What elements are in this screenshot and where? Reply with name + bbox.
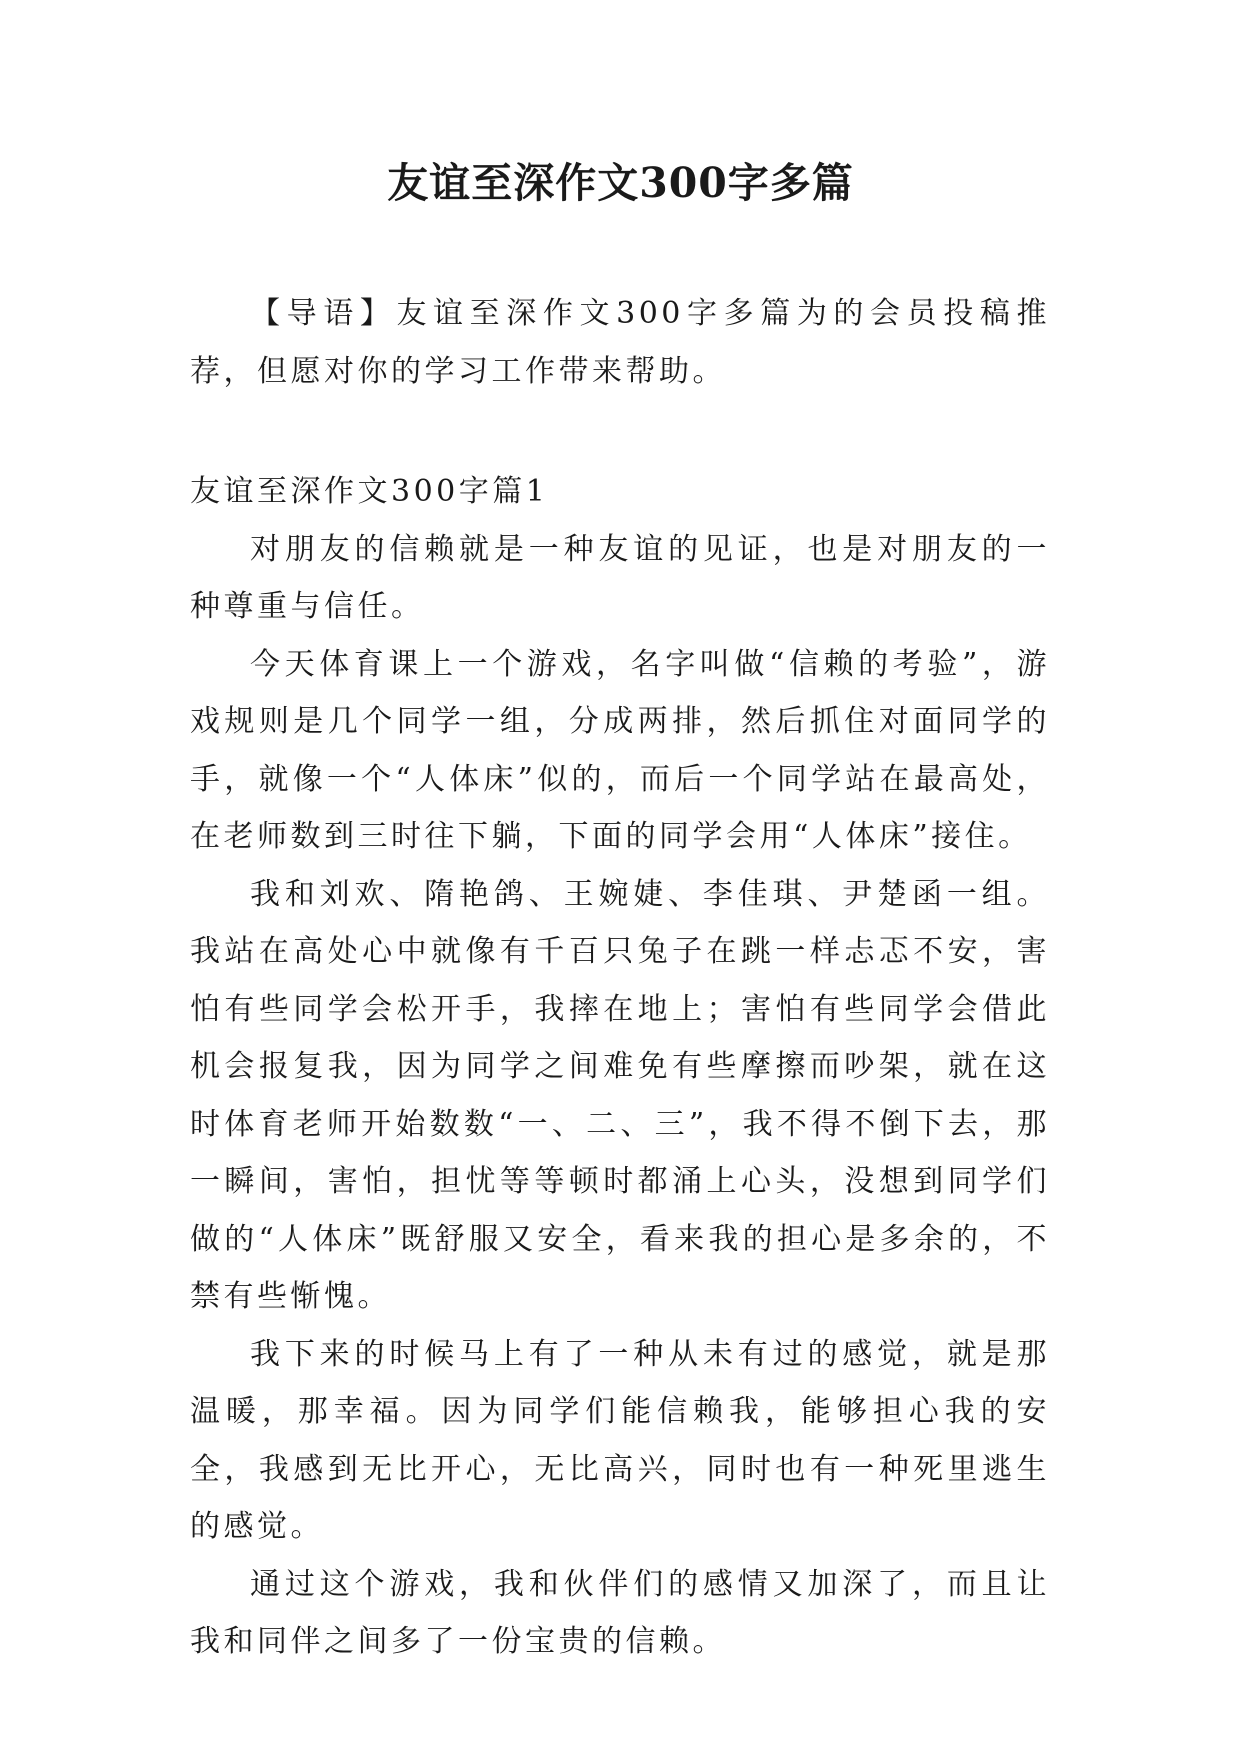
essay-paragraph: 通过这个游戏，我和伙伴们的感情又加深了，而且让我和同伴之间多了一份宝贵的信赖。 <box>190 1566 1050 1659</box>
essay-paragraph: 今天体育课上一个游戏，名字叫做“信赖的考验”，游戏规则是几个同学一组，分成两排，然后抓住对面同学的手，就像一个“人体床”似的，而后一个同学站在最高处，在老师数到三时往下躺，下面的同学会用“人体床”接住。 <box>190 646 1050 854</box>
essay-section <box>190 463 1050 1671</box>
intro-paragraph: 【导语】友谊至深作文300字多篇为的会员投稿推荐，但愿对你的学习工作带来帮助。 <box>190 296 1050 389</box>
intro-block <box>190 285 1050 400</box>
section-heading: 友谊至深作文300字篇1 <box>190 474 549 509</box>
essay-paragraph: 我和刘欢、隋艳鸽、王婉婕、李佳琪、尹楚函一组。我站在高处心中就像有千百只兔子在跳一样忐忑不安，害怕有些同学会松开手，我摔在地上；害怕有些同学会借此机会报复我，因为同学之间难免有些摩擦而吵架，就在这时体育老师开始数数“一、二、三”，我不得不倒下去，那一瞬间，害怕，担忧等等顿时都涌上心头，没想到同学们做的“人体床”既舒服又安全，看来我的担心是多余的，不禁有些惭愧。 <box>190 876 1050 1314</box>
essay-paragraph: 对朋友的信赖就是一种友谊的见证，也是对朋友的一种尊重与信任。 <box>190 531 1050 624</box>
essay-paragraph: 我下来的时候马上有了一种从未有过的感觉，就是那温暖，那幸福。因为同学们能信赖我，能够担心我的安全，我感到无比开心，无比高兴，同时也有一种死里逃生的感觉。 <box>190 1336 1050 1544</box>
document-title: 友谊至深作文300字多篇 <box>387 159 854 207</box>
